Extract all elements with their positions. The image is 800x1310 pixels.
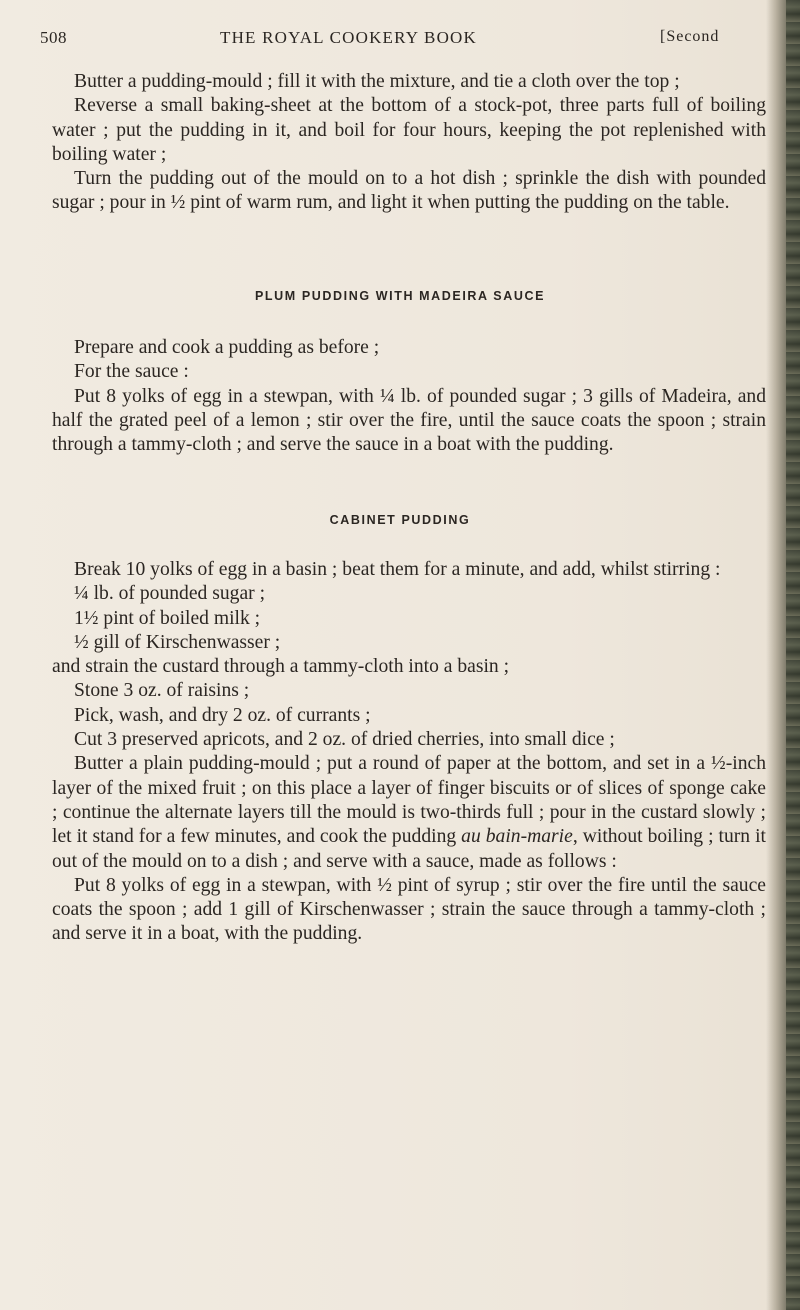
paragraph: Pick, wash, and dry 2 oz. of currants ;	[74, 704, 371, 726]
paragraph: Turn the pudding out of the mould on to a hot dish ; sprinkle the dish with pounded sugar ; pour in ½ pint of warm rum, and light it when putting the pudding on the table.	[52, 168, 766, 214]
intro-text-block	[52, 70, 766, 216]
text-run: Butter a plain pudding-mould ; put a round of paper at the bottom, and set in a ½-inch layer of the mixed fruit ; on this place a layer of finger biscuits or of slices of sponge cake ; continue the alternate layers till the mould is two-thirds full ; pour in the custard slowly ; let it stand for a few minutes, and cook the pudding	[52, 753, 766, 848]
cabinet-pudding-text-block	[52, 558, 766, 947]
ingredient-line: ¼ lb. of pounded sugar ;	[74, 583, 266, 605]
plum-pudding-text-block	[52, 336, 766, 457]
paragraph: and strain the custard through a tammy-cloth into a basin ;	[52, 656, 510, 678]
paragraph: For the sauce :	[74, 361, 189, 383]
section-mark: [Second	[660, 28, 720, 45]
page-edge-shadow	[766, 0, 800, 1310]
paragraph: Butter a pudding-mould ; fill it with the mixture, and tie a cloth over the top ;	[74, 71, 680, 92]
section-heading-cabinet-pudding: CABINET PUDDING	[329, 513, 471, 527]
paragraph: Break 10 yolks of egg in a basin ; beat them for a minute, and add, whilst stirring :	[74, 559, 721, 580]
paragraph: Put 8 yolks of egg in a stewpan, with ¼ lb. of pounded sugar ; 3 gills of Madeira, and half the grated peel of a lemon ; stir over the fire, until the sauce coats the spoon ; strain through a tammy-cloth ; and serve the sauce in a boat with the pudding.	[52, 385, 766, 456]
italic-term: au bain-marie	[461, 826, 573, 848]
paragraph: Reverse a small baking-sheet at the bottom of a stock-pot, three parts full of boiling water ; put the pudding in it, and boil for four hours, keeping the pot replenished with boiling water ;	[52, 95, 766, 165]
ingredient-line: ½ gill of Kirschenwasser ;	[74, 631, 281, 653]
paragraph	[52, 752, 766, 873]
paragraph: Stone 3 oz. of raisins ;	[74, 680, 250, 702]
paragraph: Prepare and cook a pudding as before ;	[74, 337, 380, 358]
page-header	[40, 28, 760, 54]
running-title: THE ROYAL COOKERY BOOK	[220, 28, 478, 47]
page-number: 508	[40, 28, 67, 47]
paragraph: Cut 3 preserved apricots, and 2 oz. of dried cherries, into small dice ;	[74, 729, 615, 751]
ingredient-line: 1½ pint of boiled milk ;	[74, 607, 261, 629]
text-run: , without boiling ; turn it out of the mould on to a dish ; and serve with a sauce, made as follows :	[52, 826, 766, 872]
section-heading-plum-pudding: PLUM PUDDING WITH MADEIRA SAUCE	[254, 289, 546, 303]
paragraph: Put 8 yolks of egg in a stewpan, with ½ pint of syrup ; stir over the fire until the sauce coats the spoon ; add 1 gill of Kirschenwasser ; strain the sauce through a tammy-cloth ; and serve it in a boat, with the pudding.	[52, 874, 766, 945]
